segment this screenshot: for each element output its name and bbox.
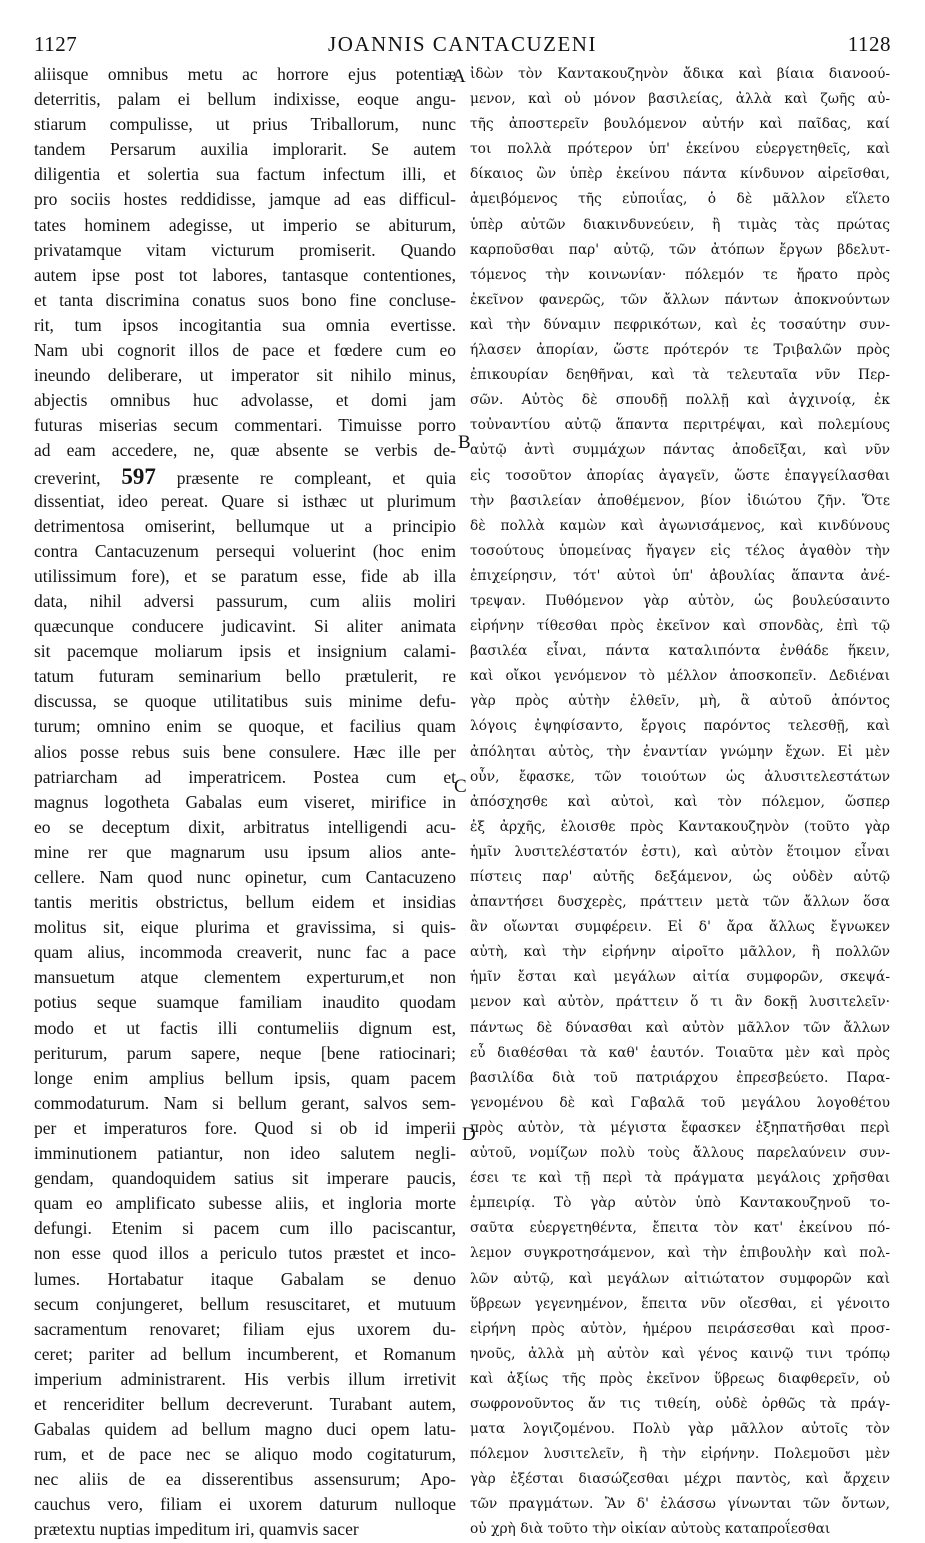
greek-line: τρεψαν. Πυθόμενον γὰρ αὐτὸν, ὡς βουλεύσαιντο: [470, 592, 890, 609]
greek-line: ήλασεν ἀπορίαν, ὥστε πρότερόν τε Τριβαλῶν πρὸς: [470, 342, 890, 359]
latin-line: lumes. Hortabatur itaque Gabalam se denuo: [34, 1268, 456, 1289]
latin-line: patriarcham ad imperatricem. Postea cum et: [34, 766, 456, 787]
latin-line: tandem Persarum auxilia implorarit. Se autem: [34, 139, 456, 160]
latin-line-text: præsente re compleant, et quia: [155, 467, 457, 488]
greek-line: ἀπόληται αὐτὸς, τὴν ἐναντίαν γνώμην ἔχων. Εἰ μὲν: [470, 743, 890, 760]
latin-line: longe enim amplius bellum ipsis, quam pacem: [34, 1067, 456, 1088]
latin-line: defungi. Etenim si pacem cum illo paciscantur,: [34, 1218, 456, 1239]
latin-line: magnus logotheta Gabalas eum viseret, mirifice in: [34, 791, 456, 812]
latin-line: molitus sit, eique plurima et gravissima, si quis-: [34, 917, 456, 938]
greek-line: τόμενος τὴν κοινωνίαν· πόλεμόν τε ἤρατο πρὸς: [470, 266, 890, 283]
latin-line: mansuetum atque clementem experturum,et non: [34, 967, 456, 988]
latin-line: pro sociis hostes reddidisse, jamque ad eas difficul-: [34, 189, 456, 210]
latin-line: sacramentum renovaret; filiam ejus uxorem du-: [34, 1318, 456, 1339]
greek-line: γὰρ πρὸς αὐτὴν ἐλθεῖν, μὴ, ἃ αὐτοῦ ἀπόντος: [470, 693, 890, 710]
latin-line: rit, tum ipsos incogitantia sua omnia evertisse.: [34, 314, 456, 335]
greek-line: ηνοῦς, ἀλλὰ μὴ αὐτὸν καὶ γένος καινῷ τινι τρόπῳ: [470, 1345, 890, 1362]
latin-line: quam alius, incommoda creaverit, nunc fac a pace: [34, 942, 456, 963]
greek-line: γενομένου δὲ καὶ Γαβαλᾶ τοῦ μεγάλου λογοθέτου: [470, 1094, 890, 1111]
latin-line: sit pacemque moliarum ipsis et insignium calami-: [34, 641, 456, 662]
right-page-number: 1128: [847, 32, 891, 56]
greek-line: βασιλίδα διὰ τοῦ πατριάρχου ἐπρεσβεύετο. Παρα-: [470, 1069, 890, 1086]
latin-line: turum; omnino enim se quoque, et facilius quam: [34, 716, 456, 737]
greek-line: μενον καὶ αὐτὸν, πράττειν ὅ τι ἂν δοκῇ λυσιτελεῖν·: [470, 994, 890, 1011]
greek-line: έσει τε καὶ τῇ περὶ τὰ πράγματα μεγάλοις χρῆσθαι: [470, 1170, 890, 1187]
greek-line: ὕβρεων γεγενημένον, ἔπειτα νῦν οἴεσθαι, εἰ γένοιτο: [470, 1295, 890, 1312]
greek-line: τοι πολλὰ πρότερον ὑπ' ἐκείνου εὐεργετηθεῖς, καὶ: [470, 141, 890, 158]
greek-line: λῶν αὐτῷ, καὶ μεγάλων αἰτιώτατον συμφορῶν καὶ: [470, 1270, 890, 1287]
greek-line: ἐκεῖνον φανερῶς, τῶν ἄλλων πάντων ἀποκνούντων: [470, 291, 890, 308]
latin-line-text: creverint,: [34, 467, 122, 488]
latin-line: per et imperaturos fore. Quod si ob id imperii: [34, 1117, 456, 1138]
latin-line: abjectis omnibus huc advolasse, et domi jam: [34, 390, 456, 411]
latin-line: non esse quod illos a periculo tutos præstet et inco-: [34, 1243, 456, 1264]
greek-line: ἀμειβόμενος τῆς εὐποιΐας, ὁ δὲ μᾶλλον εἵλετο: [470, 191, 890, 208]
greek-line: ἂν οἴωνται συμφέρειν. Εἰ δ' ἄρα ἄλλως ἔγνωκεν: [470, 919, 890, 936]
latin-line: deterritis, palam ei bellum indixisse, eoque angu-: [34, 89, 456, 110]
latin-line: dissentiat, ideo pereat. Quare si isthæc ut plurimum: [34, 490, 456, 511]
greek-line: τῆς ἀποστερεῖν βουλόμενον αὐτήν καὶ παῖδας, καί: [470, 116, 890, 133]
greek-line: τῶν πραγμάτων. Ἂν δ' ἐλάσσω γίνωνται τῶν ὄντων,: [470, 1496, 890, 1513]
latin-line: utilissimum fore), et se paratum esse, fide ab illa: [34, 565, 456, 586]
greek-line: ἐπικουρίαν δεηθῆναι, καὶ τὰ τελευταῖα νῦν Περ-: [470, 367, 890, 384]
greek-line: καὶ οἴκοι γενόμενον τὸ μέλλον ἀποσκοπεῖν. Δεδιέναι: [470, 668, 890, 685]
greek-line: ἡμῖν λυσιτελέστατόν ἐστι), καὶ αὐτὸν ἕτοιμον εἶναι: [470, 843, 890, 860]
latin-line: privatamque vitam victurum promiserit. Quando: [34, 239, 456, 260]
inline-page-number: 597: [121, 463, 156, 489]
latin-line: Nam ubi cognorit illos de pace et fœdere cum eo: [34, 340, 456, 361]
latin-line: autem ipse post tot labores, tantasque contentiones,: [34, 264, 456, 285]
latin-line: eo se deceptum dixit, arbitratus intelligendi acu-: [34, 816, 456, 837]
latin-line: futuras miserias secum commentari. Timuisse porro: [34, 415, 456, 436]
latin-line: diligentia et solertia sua factum infectum illi, et: [34, 164, 456, 185]
latin-line: cauchus vero, filiam ei uxorem daturum nulloque: [34, 1494, 456, 1515]
latin-line: commodaturum. Nam si bellum gerant, salvos sem-: [34, 1092, 456, 1113]
greek-line: ἡμῖν ἔσται καὶ μεγάλων αἰτία συμφορῶν, σκεψά-: [470, 969, 890, 986]
greek-line: τοὐναντίου αὐτῷ ἅπαντα περιτρέψαι, καὶ πολεμίους: [470, 417, 890, 434]
latin-line: et tanta discrimina conatus suos bono fine concluse-: [34, 289, 456, 310]
greek-line: βασιλέα εἶναι, πάντα καταλιπόντα ἐνθάδε ἥκειν,: [470, 643, 890, 660]
latin-line: prætextu nuptias impeditum iri, quamvis sacer: [34, 1519, 359, 1540]
greek-line: ὑπὲρ αὐτῶν διακινδυνεύειν, ἢ τιμὰς τὰς πρώτας: [470, 216, 890, 233]
greek-line: ματα λογιζομένου. Πολὺ γὰρ μᾶλλον αὐτοῖς τὸν: [470, 1421, 890, 1438]
greek-line: ἐμπειρίᾳ. Τὸ γὰρ αὐτὸν ὑπὸ Καντακουζηνοῦ το-: [470, 1195, 890, 1212]
greek-line: εἰρήνην τίθεσθαι πρὸς ἐκεῖνον καὶ σπονδὰς, ἐπὶ τῷ: [470, 618, 890, 635]
margin-marker-c: C: [454, 776, 467, 797]
greek-line: καὶ ἀξίως τῆς πρὸς ἐκεῖνον ὕβρεως διαφθερεῖν, οὐ: [470, 1370, 890, 1387]
greek-line: οὖν, ἔφασκε, τῶν τοιούτων ὡς ἀλυσιτελεστάτων: [470, 768, 890, 785]
latin-line: ineundo deliberare, ut imperator sit nihilo minus,: [34, 365, 456, 386]
greek-line: σαῦτα εὐεργετηθέντα, ἔπειτα τὸν κατ' ἐκείνου πό-: [470, 1220, 890, 1237]
latin-line: secum conjungeret, bellum resuscitaret, et mutuum: [34, 1293, 456, 1314]
greek-line: εἰς τοσοῦτον ἀπορίας ἀγαγεῖν, ὥστε ἐπαγγείλασθαι: [470, 467, 890, 484]
greek-line: λόγοις ἐψηφίσαντο, ἔργοις παρόντος τελεσθῇ, καὶ: [470, 718, 890, 735]
greek-line: αὐτὴ, καὶ τὴν εἰρήνην αἱροῖτο μᾶλλον, ἣ πολλῶν: [470, 944, 890, 961]
latin-line: quæcunque conducere judicavint. Si aliter animata: [34, 616, 456, 637]
greek-line: δὲ πολλὰ καμὼν καὶ ἀγωνισάμενος, καὶ κινδύνους: [470, 517, 890, 534]
latin-line: nec aliis de ea disserentibus assensurum; Apo-: [34, 1469, 456, 1490]
latin-line: detrimentosa omiserint, bellumque ut a principio: [34, 515, 456, 536]
latin-line: imperium administrarent. His verbis illum irretivit: [34, 1368, 456, 1389]
latin-line: modo et ut factis illi contumeliis dignum est,: [34, 1017, 456, 1038]
greek-line: τοσούτους ὑπομείνας ἤγαγεν εἰς τέλος ἀγαθὸν τὴν: [470, 542, 890, 559]
greek-line: ἀπόσχησθε καὶ αὐτοὶ, καὶ τὸν πόλεμον, ὥσπερ: [470, 793, 890, 810]
greek-line: ἐξ ἀρχῆς, ἐλοισθε πρὸς Καντακουζηνὸν (τοῦτο γὰρ: [470, 818, 890, 835]
latin-line: alios posse rebus suis bene consulere. Hæc ille per: [34, 741, 456, 762]
running-title: JOANNIS CANTACUZENI: [328, 32, 597, 56]
latin-line: tantis meritis obstrictus, bellum eidem et insidias: [34, 892, 456, 913]
latin-line: stiarum compulisse, ut prius Triballorum, nunc: [34, 114, 456, 135]
latin-line: ad eam accedere, ne, quæ absente se verbis de-: [34, 440, 456, 461]
latin-line: discussa, se quoque utilitatibus suis minime defu-: [34, 691, 456, 712]
greek-line: καρποῦσθαι παρ' αὐτῷ, τῶν ἀτόπων ἔργων βδελυτ-: [470, 241, 890, 258]
greek-line: λεμον συγκροτησάμενον, καὶ τὴν ἐπιβουλὴν καὶ πολ-: [470, 1245, 890, 1262]
latin-line: gendam, quandoquidem satius sit imperare paucis,: [34, 1168, 456, 1189]
greek-line: πίστεις παρ' αὐτῆς δεξάμενον, ὡς οὐδὲν αὐτῷ: [470, 869, 890, 885]
latin-line: cellere. Nam quod nunc opinetur, cum Cantacuzeno: [34, 867, 456, 887]
greek-line: εἰρήνη πρὸς αὐτὸν, ἡμέρου πειράσεσθαι καὶ προσ-: [470, 1320, 890, 1337]
latin-line: et renceriditer bellum decreverunt. Turabant autem,: [34, 1393, 456, 1414]
greek-line: αὐτοῦ, νομίζων πολὺ τοὺς ἄλλους παρελαύνειν συν-: [470, 1145, 890, 1162]
greek-line: οὐ χρὴ διὰ τοῦτο τὴν οἰκίαν αὐτοὺς καταπροΐεσθαι: [470, 1521, 831, 1538]
latin-line: [34, 464, 456, 489]
greek-line: ἰδὼν τὸν Καντακουζηνὸν ἄδικα καὶ βίαια διανοού-: [470, 66, 890, 82]
greek-line: εὖ διαθέσθαι τὰ καθ' ἑαυτόν. Τοιαῦτα μὲν καὶ πρὸς: [470, 1044, 890, 1061]
greek-column: [470, 62, 890, 1543]
greek-line: γὰρ ἐξέσται διασώζεσθαι μέχρι παντὸς, καὶ ἄρχειν: [470, 1471, 890, 1488]
latin-line: mine rer que magnarum usu ipsum alios ante-: [34, 841, 456, 862]
latin-line: tatum futuram seminarium bello prætulerit, re: [34, 666, 456, 687]
greek-line: καὶ τὴν δύναμιν πεφρικότων, καὶ ἐς τοσαύτην συν-: [470, 316, 890, 333]
latin-line: Gabalas quidem ad bellum magno duci opem latu-: [34, 1419, 456, 1440]
latin-line: data, nihil adversi passurum, cum aliis moliri: [34, 590, 456, 611]
latin-line: imminutionem patiantur, non ideo salutem negli-: [34, 1143, 456, 1164]
greek-line: τὴν βασιλείαν ἀποθέμενον, βίον ἰδιώτου ζῆν. Ὅτε: [470, 492, 890, 509]
greek-line: αὐτῷ ἀντὶ συμμάχων πάντας ἀποδεῖξαι, καὶ νῦν: [470, 442, 890, 459]
margin-marker-d: D: [462, 1124, 476, 1145]
latin-column: [34, 62, 456, 1543]
greek-line: σῶν. Αὐτὸς δὲ σπουδῇ πολλῇ καὶ ἀγχινοίᾳ, ἐκ: [470, 392, 890, 409]
latin-line: contra Cantacuzenum persequi voluerint (hoc enim: [34, 540, 456, 561]
margin-marker-a: A: [452, 66, 466, 87]
greek-line: πρὸς αὐτὸν, τὰ μέγιστα ἔφασκεν ἐξηπατῆσθαι περὶ: [470, 1119, 890, 1136]
latin-line: tates hominem adegisse, ut imperio se abiturum,: [34, 214, 456, 235]
latin-line: periturum, parum sapere, neque [bene ratiocinari;: [34, 1042, 456, 1063]
latin-line: rum, et de pace nec se aliquo modo cogitaturum,: [34, 1444, 456, 1465]
greek-line: ἀπαντήσει δυσχερὲς, πράττειν μετὰ τῶν ἄλλων ὅσα: [470, 894, 890, 911]
latin-line: ceret; pariter ad bellum incumberent, et Romanum: [34, 1343, 456, 1364]
greek-line: δίκαιος ὢν ὑπὲρ ἐκείνου πάντα κίνδυνον αἱρεῖσθαι,: [470, 166, 890, 183]
latin-line: potius seque suamque familiam inaudito quodam: [34, 992, 456, 1013]
margin-marker-b: B: [458, 432, 471, 453]
latin-line: quam eo amplificato subesse aliis, et ingloria morte: [34, 1193, 456, 1214]
greek-line: ἐπιχείρησιν, τότ' αὐτοὶ ὑπ' ἀβουλίας ἅπαντα ἀνέ-: [470, 567, 890, 584]
greek-line: σωφρονοῦντος ἄν τις τιθείη, οὐδὲ ὀρθῶς τὰ πράγ-: [470, 1395, 890, 1412]
greek-line: πάντως δὲ δύνασθαι καὶ αὐτὸν μᾶλλον τῶν ἄλλων: [470, 1019, 890, 1036]
greek-line: μενον, καὶ οὐ μόνον βασιλείας, ἀλλὰ καὶ ζωῆς αὐ-: [470, 91, 890, 108]
left-page-number: 1127: [34, 32, 78, 56]
greek-line: πόλεμον λυσιτελεῖν, ἢ τὴν εἰρήνην. Πολεμοῦσι μὲν: [470, 1446, 890, 1463]
latin-line: aliisque omnibus metu ac horrore ejus potentiæ: [34, 64, 456, 84]
